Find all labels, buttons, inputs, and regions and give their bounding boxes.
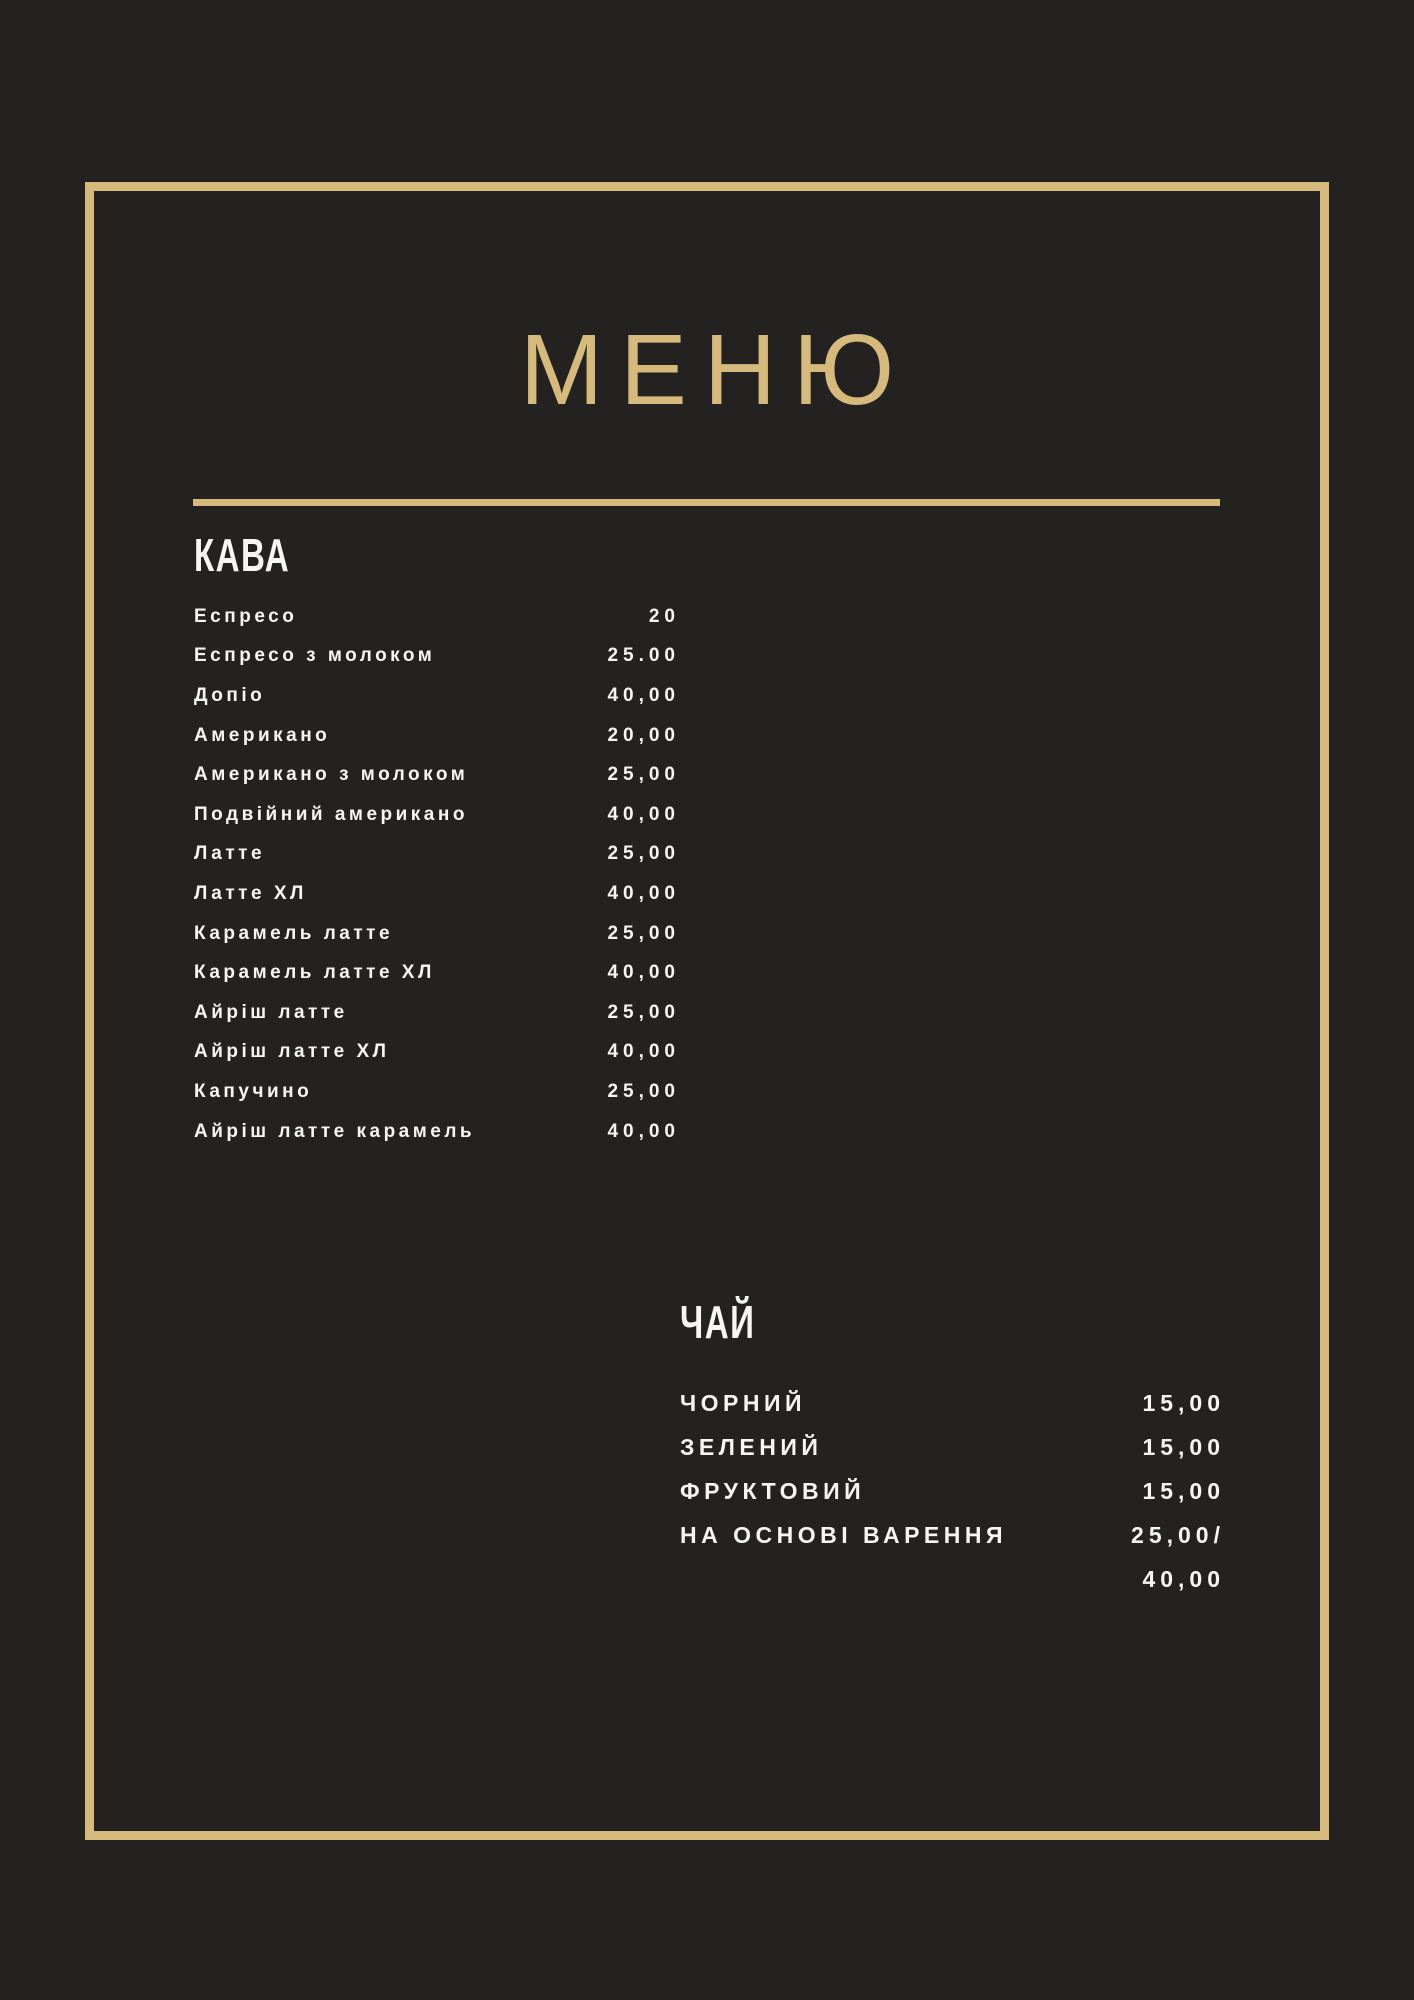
item-price: 25,00: [607, 1080, 680, 1102]
coffee-item-row: [194, 1033, 680, 1073]
item-price: 40,00: [1142, 1565, 1225, 1592]
coffee-item-row: [194, 835, 680, 875]
item-price: 15,00: [1142, 1477, 1225, 1504]
coffee-item-row: [194, 1112, 680, 1152]
coffee-item-row: [194, 716, 680, 756]
item-price: 25.00: [607, 645, 680, 667]
tea-section-heading: ЧАЙ: [680, 1296, 756, 1348]
item-label: ФРУКТОВИЙ: [680, 1477, 866, 1504]
item-price: 40,00: [607, 962, 680, 984]
coffee-item-row: [194, 993, 680, 1033]
title-divider-line: [193, 499, 1220, 506]
coffee-item-row: [194, 597, 680, 637]
tea-item-row: [680, 1425, 1225, 1469]
coffee-item-list: [194, 597, 680, 1151]
item-label: Латте: [194, 843, 266, 865]
item-price: 25,00: [607, 922, 680, 944]
coffee-item-row: [194, 676, 680, 716]
tea-item-row: [680, 1469, 1225, 1513]
item-label: Карамель латте ХЛ: [194, 962, 435, 984]
item-price: 25,00/: [1131, 1521, 1225, 1548]
item-price: 40,00: [607, 1120, 680, 1142]
item-label: Латте ХЛ: [194, 882, 307, 904]
item-label: Подвійний американо: [194, 803, 468, 825]
tea-item-row-continuation: [680, 1557, 1225, 1601]
item-label: НА ОСНОВІ ВАРЕННЯ: [680, 1521, 1008, 1548]
item-label: Еспресо: [194, 605, 298, 627]
coffee-item-row: [194, 637, 680, 677]
item-price: 25,00: [607, 1001, 680, 1023]
coffee-item-row: [194, 755, 680, 795]
tea-item-row: [680, 1513, 1225, 1557]
item-label: Айріш латте ХЛ: [194, 1041, 390, 1063]
item-price: 20: [648, 605, 680, 627]
tea-item-row: [680, 1381, 1225, 1425]
item-price: 40,00: [607, 1041, 680, 1063]
item-label: Американо з молоком: [194, 764, 469, 786]
menu-title: МЕНЮ: [519, 314, 912, 426]
item-price: 25,00: [607, 764, 680, 786]
coffee-item-row: [194, 874, 680, 914]
item-label: Американо: [194, 724, 331, 746]
coffee-section-heading: КАВА: [194, 529, 291, 581]
item-price: 40,00: [607, 803, 680, 825]
coffee-item-row: [194, 1072, 680, 1112]
item-price: 20,00: [607, 724, 680, 746]
item-price: 15,00: [1142, 1389, 1225, 1416]
tea-item-list: [680, 1381, 1225, 1601]
item-label: Допіо: [194, 684, 266, 706]
coffee-item-row: [194, 795, 680, 835]
item-label: Капучино: [194, 1080, 313, 1102]
item-label: ЗЕЛЕНИЙ: [680, 1433, 823, 1460]
coffee-item-row: [194, 914, 680, 954]
coffee-item-row: [194, 953, 680, 993]
item-label: Еспресо з молоком: [194, 645, 436, 667]
item-label: Карамель латте: [194, 922, 394, 944]
item-label: ЧОРНИЙ: [680, 1389, 807, 1416]
item-price: 40,00: [607, 882, 680, 904]
item-price: 25,00: [607, 843, 680, 865]
item-price: 15,00: [1142, 1433, 1225, 1460]
item-label: Айріш латте карамель: [194, 1120, 476, 1142]
item-label: Айріш латте: [194, 1001, 348, 1023]
item-price: 40,00: [607, 684, 680, 706]
